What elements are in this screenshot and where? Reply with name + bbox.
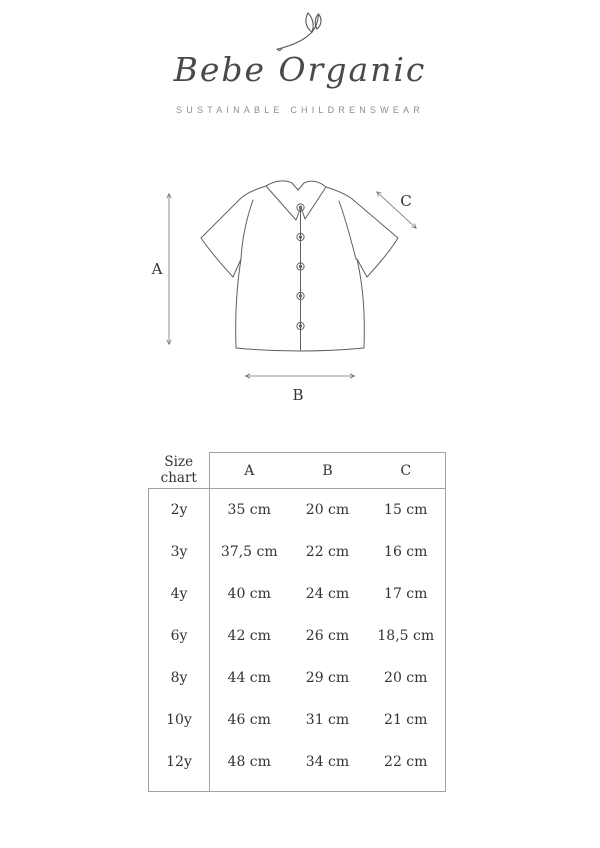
table-row-3y <box>149 531 446 573</box>
value-cell-a: 40 cm <box>210 573 289 615</box>
size-cell: 4y <box>149 573 210 615</box>
value-cell-c: 20 cm <box>367 657 446 699</box>
brand-tagline: SUSTAINABLE CHILDRENSWEAR <box>176 105 424 115</box>
value-cell-b: 31 cm <box>305 711 350 728</box>
column-header-c: C <box>367 453 446 489</box>
value-cell-c: 21 cm <box>367 699 446 741</box>
size-chart-title-cell <box>149 453 210 489</box>
leaf-sprig-icon <box>272 8 332 54</box>
size-cell: 12y <box>149 741 210 783</box>
measure-label-b: B <box>292 386 304 404</box>
value-cell-c: 17 cm <box>367 573 446 615</box>
value-cell-a: 46 cm <box>210 699 289 741</box>
value-cell-a: 37,5 cm <box>210 531 289 573</box>
table-row-2y <box>149 489 446 531</box>
column-header-a: A <box>210 453 289 489</box>
size-chart-table <box>148 452 446 792</box>
size-chart-header-row <box>149 453 446 489</box>
value-cell-b: 20 cm <box>305 501 350 518</box>
value-cell-c: 18,5 cm <box>367 615 446 657</box>
value-cell-a: 44 cm <box>210 657 289 699</box>
value-cell-b: 29 cm <box>305 669 350 686</box>
value-cell-a: 35 cm <box>210 489 289 531</box>
table-row-6y <box>149 615 446 657</box>
value-cell-c: 22 cm <box>367 741 446 783</box>
value-cell-b: 22 cm <box>305 543 350 560</box>
value-cell-b: 34 cm <box>305 753 350 770</box>
table-row-10y <box>149 699 446 741</box>
value-cell-a: 48 cm <box>210 741 289 783</box>
size-chart-title-line2: chart <box>160 470 197 487</box>
table-row-4y <box>149 573 446 615</box>
measure-label-c: C <box>400 192 412 210</box>
measure-label-a: A <box>151 260 163 278</box>
size-cell: 6y <box>149 615 210 657</box>
size-chart-title-line1: Size <box>164 454 194 471</box>
value-cell-a: 42 cm <box>210 615 289 657</box>
value-cell-b: 26 cm <box>305 627 350 644</box>
table-spacer-row <box>149 783 446 792</box>
column-header-b: B <box>289 453 367 489</box>
value-cell-c: 15 cm <box>367 489 446 531</box>
size-cell: 10y <box>149 699 210 741</box>
shirt-measurement-diagram <box>140 160 460 410</box>
brand-name: Bebe Organic <box>173 50 427 89</box>
size-cell: 8y <box>149 657 210 699</box>
shirt-sketch <box>201 181 398 351</box>
value-cell-c: 16 cm <box>367 531 446 573</box>
size-cell: 3y <box>149 531 210 573</box>
size-cell: 2y <box>149 489 210 531</box>
table-row-12y <box>149 741 446 783</box>
table-row-8y <box>149 657 446 699</box>
value-cell-b: 24 cm <box>305 585 350 602</box>
